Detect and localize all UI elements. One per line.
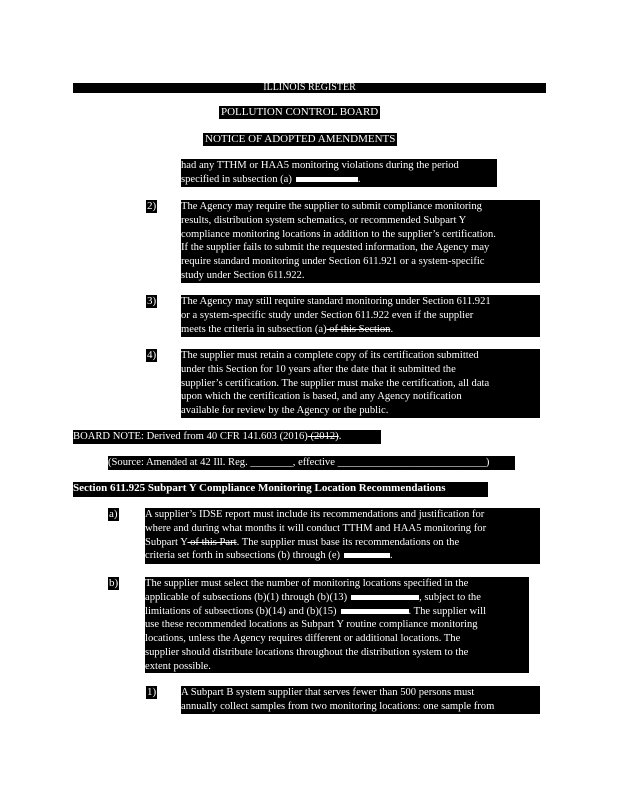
text-line <box>181 173 497 187</box>
board-note <box>73 430 381 444</box>
text-line <box>181 323 540 337</box>
source-note <box>108 456 515 470</box>
text-line: study under Section 611.922. <box>181 269 305 281</box>
redacted-mark <box>344 553 390 558</box>
text-line <box>145 591 529 605</box>
text-line <box>145 536 540 550</box>
continued-paragraph <box>181 159 497 187</box>
section-heading <box>73 482 488 497</box>
text-span: . <box>338 431 342 442</box>
item-b1-paragraph <box>181 686 540 714</box>
redacted-mark <box>351 595 419 600</box>
text-line: The Agency may still require standard monitoring under Section 611.921 <box>181 296 491 307</box>
text-span: . <box>357 173 361 185</box>
item-label-b1: 1) <box>147 686 157 698</box>
text-line <box>145 549 540 563</box>
text-line: under this Section for 10 years after the date that it submitted the <box>181 363 456 375</box>
item-b-paragraph <box>145 577 529 673</box>
text-line: extent possible. <box>145 660 211 672</box>
item-label-4: 4) <box>147 349 157 361</box>
header-register-bar <box>73 83 546 93</box>
text-line: use these recommended locations as Subpart Y routine compliance monitoring <box>145 619 478 631</box>
text-line: had any TTHM or HAA5 monitoring violations during the period <box>181 160 459 171</box>
text-line: where and during what months it will conduct TTHM and HAA5 monitoring for <box>145 522 487 534</box>
text-line: Section 611.925 Subpart Y Compliance Monitoring Location Recommendations <box>73 482 446 494</box>
text-line: or a system-specific study under Section 611.922 even if the supplier <box>181 309 474 321</box>
item-3-paragraph <box>181 295 540 337</box>
text-line: upon which the certification is based, and any Agency notification <box>181 391 462 403</box>
header-board: POLLUTION CONTROL BOARD <box>221 106 379 118</box>
redacted-mark <box>341 609 409 614</box>
item-label-3: 3) <box>147 295 157 307</box>
item-label-a: a) <box>109 508 118 520</box>
struck-text: of this Section <box>326 323 391 335</box>
text-line: (Source: Amended at 42 Ill. Reg. ________, effective ____________________________) <box>108 457 490 468</box>
text-span: . <box>390 550 393 562</box>
text-line <box>145 605 529 619</box>
struck-text: (2012) <box>307 431 339 442</box>
item-a-paragraph <box>145 508 540 564</box>
text-span: . <box>390 323 394 335</box>
struck-text: of this Part <box>187 536 237 548</box>
text-line: If the supplier fails to submit the requested information, the Agency may <box>181 242 490 254</box>
redacted-mark <box>296 177 358 182</box>
text-line: available for review by the Agency or the public. <box>181 405 389 417</box>
text-line: compliance monitoring locations in addition to the supplier’s certification. <box>181 228 496 240</box>
text-line: The supplier must retain a complete copy of its certification submitted <box>181 350 479 361</box>
text-line: The supplier must select the number of monitoring locations specified in the <box>145 578 469 589</box>
text-line: A Subpart B system supplier that serves fewer than 500 persons must <box>181 687 475 698</box>
item-2-paragraph <box>181 200 540 283</box>
text-span: . The supplier must base its recommendations on the <box>236 536 460 548</box>
text-span: , subject to the <box>419 591 481 603</box>
text-line: results, distribution system schematics, or recommended Subpart Y <box>181 214 467 226</box>
text-line: supplier should distribute locations throughout the distribution system to the <box>145 646 469 658</box>
text-span: criteria set forth in subsections (b) through (e) <box>145 550 341 562</box>
text-span: applicable of subsections (b)(1) through (b)(13) <box>145 591 348 603</box>
text-line: The Agency may require the supplier to submit compliance monitoring <box>181 201 482 212</box>
text-span: specified in subsection (a) <box>181 173 292 185</box>
item-4-paragraph <box>181 349 540 418</box>
text-line: locations, unless the Agency requires different or additional locations. The <box>145 633 461 645</box>
text-span: meets the criteria in subsection (a) <box>181 323 327 335</box>
header-register: ILLINOIS REGISTER <box>263 82 356 93</box>
text-line: require standard monitoring under Section 611.921 or a system-specific <box>181 256 485 268</box>
text-line <box>73 430 381 444</box>
text-span: . The supplier will <box>408 605 487 617</box>
header-notice: NOTICE OF ADOPTED AMENDMENTS <box>205 133 396 145</box>
text-span: Subpart Y <box>145 536 188 548</box>
item-label-b: b) <box>109 577 119 589</box>
text-line: annually collect samples from two monitoring locations: one sample from <box>181 700 495 712</box>
text-line: supplier’s certification. The supplier must make the certification, all data <box>181 377 490 389</box>
item-label-2: 2) <box>147 200 157 212</box>
text-span: BOARD NOTE: Derived from 40 CFR 141.603 (2016) <box>73 431 308 442</box>
text-line: A supplier’s IDSE report must include its recommendations and justification for <box>145 509 485 520</box>
text-span: limitations of subsections (b)(14) and (b)(15) <box>145 605 337 617</box>
